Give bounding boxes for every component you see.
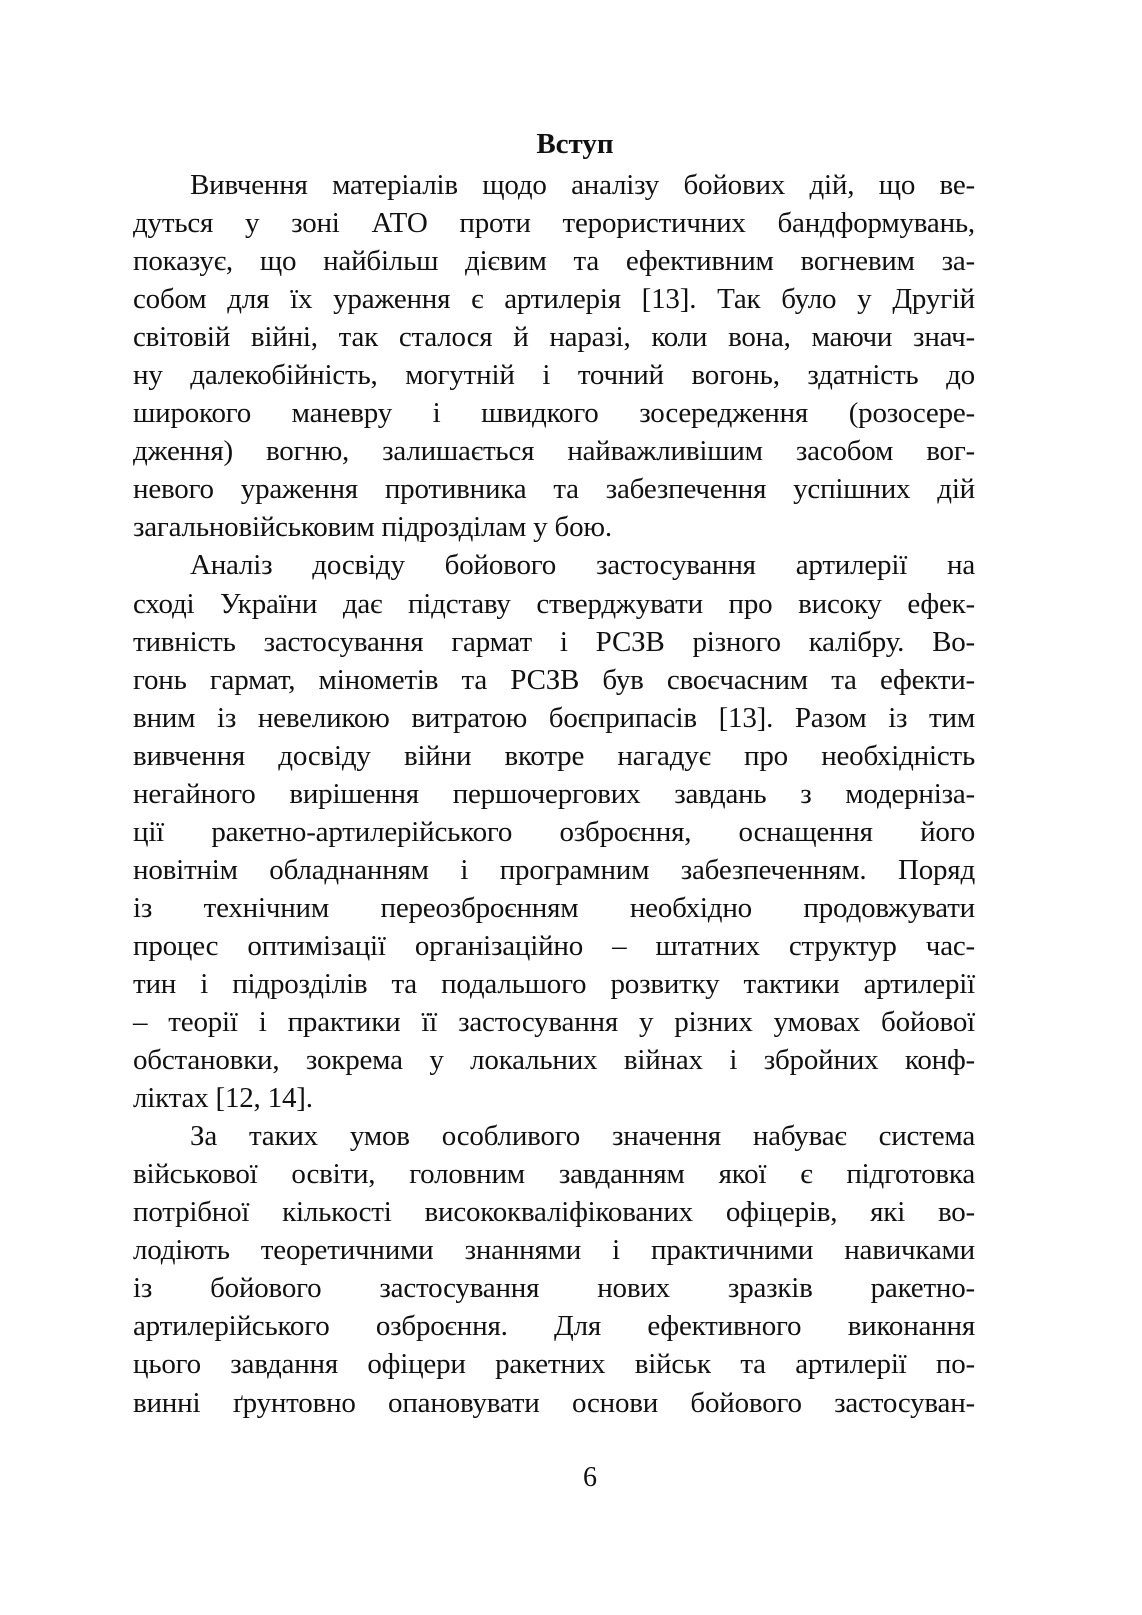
- text-line: сході України дає підставу стверджувати про високу ефек-: [133, 587, 975, 620]
- text-line: винні ґрунтовно опановувати основи бойового застосуван-: [133, 1386, 975, 1419]
- text-line: вивчення досвіду війни вкотре нагадує про необхідність: [133, 739, 975, 772]
- text-line: ну далекобійність, могутній і точний вогонь, здатність до: [133, 359, 975, 392]
- text-line: військової освіти, головним завданням якої є підготовка: [133, 1158, 975, 1191]
- text-line: цього завдання офіцери ракетних військ та артилерії по-: [133, 1348, 975, 1381]
- text-line: собом для їх ураження є артилерія [13]. Так було у Другій: [133, 283, 975, 316]
- text-line: світовій війні, так сталося й наразі, коли вона, маючи знач-: [133, 321, 975, 354]
- text-line: лодіють теоретичними знаннями і практичними навичками: [133, 1234, 975, 1267]
- text-line: негайного вирішення першочергових завдань з модерніза-: [133, 777, 975, 810]
- text-line: ції ракетно-артилерійського озброєння, оснащення його: [133, 815, 975, 848]
- text-line: ліктах [12, 14].: [133, 1082, 313, 1115]
- text-line: За таких умов особливого значення набуває система: [190, 1120, 975, 1153]
- text-line: Вивчення матеріалів щодо аналізу бойових дій, що ве-: [190, 169, 975, 201]
- text-line: невого ураження противника та забезпечення успішних дій: [133, 473, 975, 506]
- text-line: обстановки, зокрема у локальних війнах і збройних конф-: [133, 1044, 975, 1077]
- text-line: дуться у зоні АТО проти терористичних бандформувань,: [133, 207, 975, 240]
- text-line: із бойового застосування нових зразків ракетно-: [133, 1272, 975, 1305]
- text-line: потрібної кількості висококваліфікованих офіцерів, які во-: [133, 1196, 975, 1229]
- text-line: широкого маневру і швидкого зосередження (розосере-: [133, 397, 975, 430]
- text-line: тин і підрозділів та подальшого розвитку тактики артилерії: [133, 967, 975, 1000]
- text-line: артилерійського озброєння. Для ефективного виконання: [133, 1310, 975, 1343]
- page-number: 6: [583, 1462, 597, 1493]
- text-line: загальновійськовим підрозділам у бою.: [133, 511, 612, 544]
- text-line: дження) вогню, залишається найважливішим засобом вог-: [133, 435, 975, 468]
- text-line: гонь гармат, мінометів та РСЗВ був своєчасним та ефекти-: [133, 663, 975, 696]
- text-line: показує, що найбільш дієвим та ефективним вогневим за-: [133, 245, 975, 278]
- text-line: Аналіз досвіду бойового застосування артилерії на: [190, 549, 975, 582]
- text-line: тивність застосування гармат і РСЗВ різного калібру. Во-: [133, 625, 975, 658]
- section-title: Вступ: [536, 128, 614, 160]
- body-text: [133, 166, 975, 1422]
- text-line: новітнім обладнанням і програмним забезпеченням. Поряд: [133, 853, 975, 886]
- text-line: вним із невеликою витратою боєприпасів [13]. Разом із тим: [133, 701, 975, 734]
- text-line: процес оптимізації організаційно – штатних структур час-: [133, 929, 975, 962]
- text-line: – теорії і практики її застосування у різних умовах бойової: [133, 1006, 975, 1039]
- text-line: із технічним переозброєнням необхідно продовжувати: [133, 891, 975, 924]
